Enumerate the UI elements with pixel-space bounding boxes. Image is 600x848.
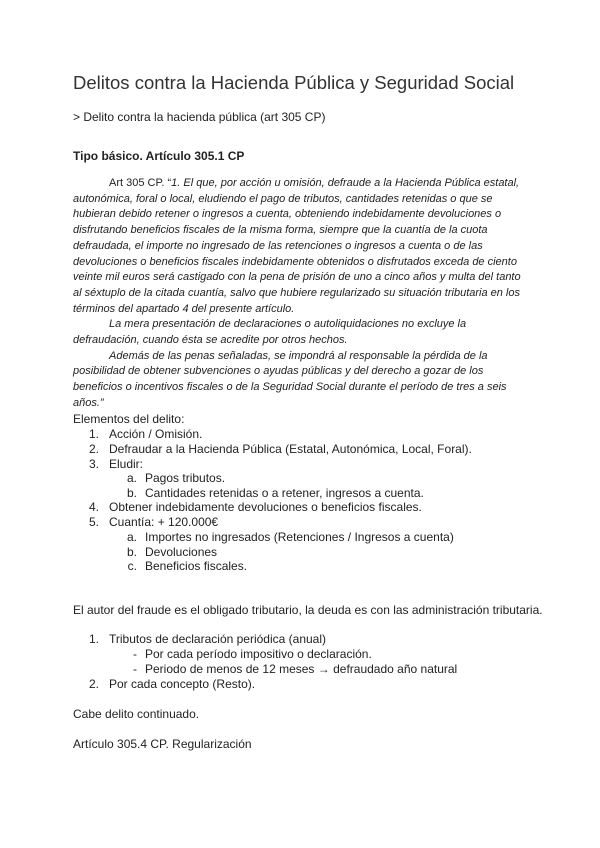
quote-line: posibilidad de obtener subvenciones o ayudas públicas y del derecho a gozar de los bbox=[73, 365, 484, 378]
page-title: Delitos contra la Hacienda Pública y Seguridad Social bbox=[73, 72, 515, 93]
list-item: Devoluciones bbox=[145, 545, 218, 559]
quote-line: disfrutando beneficios fiscales de la misma forma, siempre que la cuantía de la cuota bbox=[73, 224, 488, 237]
quote-line: veinte mil euros será castigado con la pena de prisión de uno a cinco años y multa del tanto bbox=[73, 271, 521, 284]
list-item: Periodo de menos de 12 meses → defraudado año natural bbox=[145, 662, 458, 676]
list-item: Obtener indebidamente devoluciones o beneficios fiscales. bbox=[109, 500, 422, 514]
list-number: c. bbox=[127, 559, 137, 573]
author-paragraph: El autor del fraude es el obligado tributario, la deuda es con las administración tributaria. bbox=[73, 603, 543, 617]
legal-quote bbox=[73, 176, 529, 412]
list-bullet: - bbox=[133, 662, 137, 676]
quote-line: defraudada, el importe no ingresado de las retenciones o ingresos a cuenta o de las bbox=[73, 239, 483, 252]
elements-heading: Elementos del delito: bbox=[73, 412, 185, 426]
list-number: a. bbox=[126, 530, 137, 544]
basic-type-heading: Tipo básico. Artículo 305.1 CP bbox=[73, 149, 245, 163]
list-number: b. bbox=[126, 486, 137, 500]
quote-line: Además de las penas señaladas, se impondrá al responsable la pérdida de la bbox=[109, 349, 488, 362]
quote-line: devoluciones o beneficios fiscales indebidamente obtenidos o disfrutados exceda de ciento bbox=[73, 255, 517, 268]
list-number: 5. bbox=[88, 515, 99, 529]
list-number: 2. bbox=[88, 677, 99, 691]
list-number: 1. bbox=[88, 427, 99, 441]
quote-line: beneficios o incentivos fiscales o de la Seguridad Social durante el período de tres a seis bbox=[73, 381, 507, 394]
quote-line: La mera presentación de declaraciones o autoliquidaciones no excluye la bbox=[109, 318, 467, 331]
list-item: Cuantía: + 120.000€ bbox=[109, 515, 219, 529]
list-number: b. bbox=[126, 545, 137, 559]
list-item: Acción / Omisión. bbox=[109, 427, 203, 441]
continued-note: Cabe delito continuado. bbox=[73, 707, 200, 721]
quote-line: defraudación, cuando ésta se acredite por otros hechos. bbox=[73, 334, 348, 347]
list-number: 2. bbox=[88, 442, 99, 456]
quote-line: años.” bbox=[73, 396, 104, 409]
list-bullet: - bbox=[133, 647, 137, 661]
subheading: > Delito contra la hacienda pública (art 305 CP) bbox=[73, 110, 326, 124]
list-number: a. bbox=[126, 471, 137, 485]
quote-lead: Art 305 CP. “ bbox=[109, 177, 172, 189]
list-item: Por cada período impositivo o declaración. bbox=[145, 647, 372, 661]
list-item: Cantidades retenidas o a retener, ingresos a cuenta. bbox=[145, 486, 424, 500]
list-item: Tributos de declaración periódica (anual) bbox=[109, 632, 327, 646]
list-number: 3. bbox=[88, 457, 99, 471]
list-item: Defraudar a la Hacienda Pública (Estatal, Autonómica, Local, Foral). bbox=[109, 442, 472, 456]
list-item: Importes no ingresados (Retenciones / Ingresos a cuenta) bbox=[145, 530, 454, 544]
quote-line: autonómica, foral o local, eludiendo el pago de tributos, cantidades retenidas o que se bbox=[73, 192, 493, 205]
list-item: Pagos tributos. bbox=[145, 471, 226, 485]
quote-line: términos del apartado 4 del presente artículo. bbox=[73, 302, 295, 315]
list-item: Eludir: bbox=[109, 457, 144, 471]
quote-line: Art 305 CP. “1. El que, por acción u omisión, defraude a la Hacienda Pública estatal, bbox=[109, 177, 520, 189]
quote-line: hubieran debido retener o ingresos a cuenta, obteniendo indebidamente devoluciones o bbox=[73, 208, 502, 221]
quote-line: al séxtuplo de la citada cuantía, salvo que hubiere regularizado su situación tributaria en los bbox=[73, 286, 520, 299]
list-number: 1. bbox=[88, 632, 99, 646]
list-number: 4. bbox=[88, 500, 99, 514]
regularization-heading: Artículo 305.4 CP. Regularización bbox=[73, 737, 252, 751]
list-item: Beneficios fiscales. bbox=[145, 559, 248, 573]
list-item: Por cada concepto (Resto). bbox=[109, 677, 256, 691]
